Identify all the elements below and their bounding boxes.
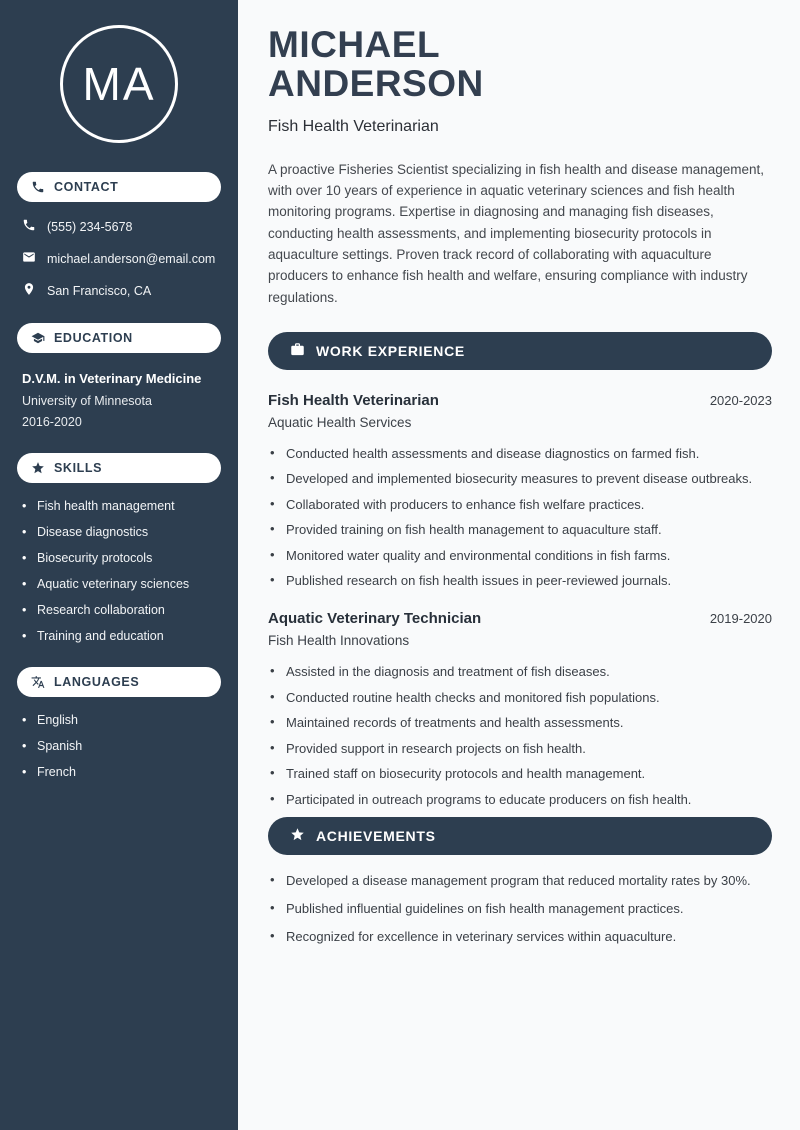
- languages-section-title: LANGUAGES: [54, 675, 140, 689]
- job-company: Fish Health Innovations: [268, 633, 410, 649]
- location-pin-icon: [22, 282, 36, 299]
- education-degree: D.V.M. in Veterinary Medicine: [22, 371, 202, 386]
- candidate-name-line2: ANDERSON: [268, 62, 484, 104]
- job-bullet: • Participated in outreach programs to educate producers on fish health.: [270, 792, 772, 807]
- education-school: University of Minnesota: [22, 394, 152, 408]
- candidate-name: [268, 26, 772, 104]
- briefcase-icon: [290, 342, 305, 360]
- avatar-initials: MA: [82, 58, 156, 110]
- email-icon: [22, 250, 36, 267]
- contact-location-row: [22, 282, 221, 299]
- skill-item: • Biosecurity protocols: [22, 551, 221, 565]
- contact-location-value: San Francisco, CA: [47, 283, 152, 298]
- work-experience-section-title: WORK EXPERIENCE: [316, 342, 465, 359]
- languages-list: [22, 713, 221, 779]
- job-bullet-list: [270, 446, 772, 589]
- skill-item: • Aquatic veterinary sciences: [22, 577, 221, 591]
- job-bullet-list: [270, 664, 772, 807]
- job-bullet: • Trained staff on biosecurity protocols and health management.: [270, 766, 772, 781]
- job-bullet: • Conducted routine health checks and monitored fish populations.: [270, 690, 772, 705]
- phone-icon: [22, 218, 36, 235]
- job-dates: 2019-2020: [709, 611, 772, 627]
- job-entry: [268, 392, 772, 589]
- job-bullet: • Provided training on fish health management to aquaculture staff.: [270, 522, 772, 537]
- summary-paragraph: A proactive Fisheries Scientist specializing in fish health and disease management, with over 10 years of experience in aquatic veterinary sciences and fish health monitoring programs. Expertise in diagnosing and managing fish diseases, conducting health assessments, and implementing biosecurity protocols in aquaculture settings. Proven track record of collaborating with aquaculture producers to enhance fish health and welfare, ensuring compliance with industry regulations.: [268, 161, 765, 305]
- job-bullet: • Monitored water quality and environmental conditions in fish farms.: [270, 548, 772, 563]
- job-bullet: • Collaborated with producers to enhance fish welfare practices.: [270, 497, 772, 512]
- skills-section-title: SKILLS: [54, 461, 103, 475]
- education-section-header: [17, 323, 221, 353]
- skills-list: [22, 499, 221, 643]
- candidate-job-title: Fish Health Veterinarian: [268, 117, 439, 135]
- avatar: [60, 25, 178, 143]
- star-icon: [290, 827, 305, 845]
- achievement-bullet: • Published influential guidelines on fish health management practices.: [270, 901, 772, 916]
- achievements-section-title: ACHIEVEMENTS: [316, 828, 436, 845]
- education-years: 2016-2020: [22, 415, 82, 429]
- job-dates: 2020-2023: [709, 392, 772, 408]
- job-bullet: • Published research on fish health issues in peer-reviewed journals.: [270, 573, 772, 588]
- language-item: • Spanish: [22, 739, 221, 753]
- contact-email-row: [22, 250, 221, 267]
- achievements-section-header: [268, 817, 772, 855]
- job-bullet: • Conducted health assessments and disease diagnostics on farmed fish.: [270, 446, 772, 461]
- work-experience-section-header: [268, 332, 772, 370]
- job-bullet: • Maintained records of treatments and health assessments.: [270, 715, 772, 730]
- job-role: Fish Health Veterinarian: [268, 391, 439, 409]
- contact-email-value: michael.anderson@email.com: [47, 251, 216, 266]
- languages-section-header: [17, 667, 221, 697]
- sidebar: [0, 0, 238, 1130]
- candidate-name-line1: MICHAEL: [268, 24, 441, 65]
- contact-phone-row: [22, 218, 221, 235]
- graduation-cap-icon: [31, 331, 45, 345]
- skill-item: • Training and education: [22, 629, 221, 643]
- job-bullet: • Assisted in the diagnosis and treatment of fish diseases.: [270, 664, 772, 679]
- star-icon: [31, 461, 45, 475]
- skill-item: • Disease diagnostics: [22, 525, 221, 539]
- main-content: [238, 0, 800, 1130]
- language-item: • English: [22, 713, 221, 727]
- job-company: Aquatic Health Services: [268, 414, 412, 430]
- job-bullet: • Developed and implemented biosecurity measures to prevent disease outbreaks.: [270, 471, 772, 486]
- education-section-title: EDUCATION: [54, 331, 133, 345]
- phone-icon: [31, 180, 45, 194]
- contact-phone-value: (555) 234-5678: [47, 219, 133, 234]
- achievement-bullet: • Recognized for excellence in veterinary services within aquaculture.: [270, 929, 772, 944]
- skills-section-header: [17, 453, 221, 483]
- job-header: [268, 392, 772, 409]
- translate-icon: [31, 675, 45, 689]
- skill-item: • Research collaboration: [22, 603, 221, 617]
- achievements-list: [270, 873, 772, 944]
- achievement-bullet: • Developed a disease management program that reduced mortality rates by 30%.: [270, 873, 772, 888]
- language-item: • French: [22, 765, 221, 779]
- job-bullet: • Provided support in research projects on fish health.: [270, 741, 772, 756]
- education-block: [22, 371, 221, 429]
- contact-block: [22, 218, 221, 299]
- contact-section-title: CONTACT: [54, 180, 119, 194]
- job-role: Aquatic Veterinary Technician: [268, 610, 482, 628]
- job-header: [268, 610, 772, 627]
- contact-section-header: [17, 172, 221, 202]
- job-entry: [268, 610, 772, 807]
- skill-item: • Fish health management: [22, 499, 221, 513]
